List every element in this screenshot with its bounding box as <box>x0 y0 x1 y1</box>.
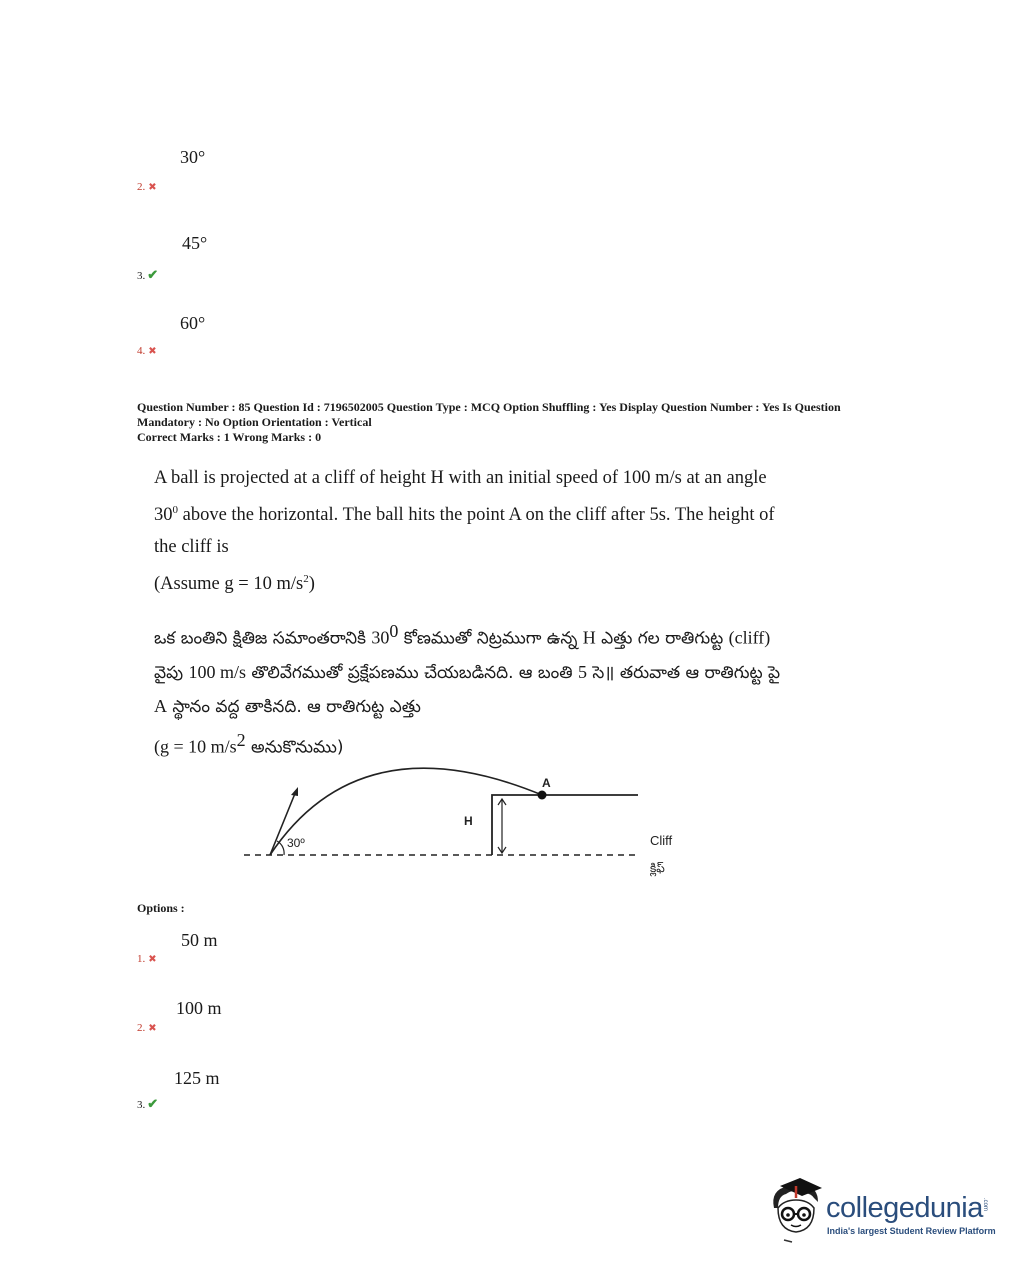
question-english <box>154 462 854 600</box>
option-1-num: 1. <box>137 953 146 965</box>
te-g: (g = 10 m/s <box>154 736 237 757</box>
trajectory-curve <box>270 768 542 855</box>
option-1-number <box>137 953 157 965</box>
question-telugu <box>154 615 834 764</box>
te-cliff-word: (cliff) <box>728 627 771 648</box>
question-en-line-4 <box>154 563 854 600</box>
te-line-2-c: సె॥ తరువాత ఆ రాతిగుట్ట పై <box>586 662 781 683</box>
te-angle: 30 <box>371 627 390 648</box>
te-time: 5 <box>577 661 587 682</box>
prev-option-3-text: 60° <box>180 313 206 333</box>
te-height-symbol: H <box>582 627 596 648</box>
prev-option-1-text: 30° <box>180 147 206 167</box>
mascot-icon <box>766 1178 826 1246</box>
assume-g-close: ) <box>308 574 315 595</box>
prev-option-2-number <box>137 267 158 283</box>
te-line-1-a: ఒక బంతిని క్షితిజ సమాంతరానికి <box>154 628 372 649</box>
option-3-text: 125 m <box>174 1068 220 1088</box>
logo-wordmark: collegedunia <box>826 1192 983 1224</box>
te-g-exponent: 2 <box>236 729 246 750</box>
check-icon: ✔ <box>147 1096 159 1111</box>
cross-icon: ✖ <box>148 954 157 965</box>
projectile-diagram <box>240 755 700 885</box>
te-line-2-b: తొలివేగముతో ప్రక్షేపణము చేయబడినది. ఆ బంతి <box>245 662 578 683</box>
check-icon: ✔ <box>147 267 159 282</box>
question-te-line-2 <box>154 656 834 690</box>
question-te-line-3 <box>154 690 834 724</box>
label-angle: 30º <box>287 836 305 850</box>
assume-g-exponent: 2 <box>303 573 309 586</box>
question-en-line-2 <box>154 494 854 531</box>
prev-option-2-text: 45° <box>182 233 208 253</box>
question-meta <box>137 400 897 445</box>
cross-icon: ✖ <box>148 346 157 357</box>
question-te-line-1 <box>154 615 834 656</box>
option-2-number <box>137 1022 157 1034</box>
question-en-line-1: A ball is projected at a cliff of height H with an initial speed of 100 m/s at an angle <box>154 468 767 488</box>
option-1-text: 50 m <box>181 930 218 950</box>
meta-line-1: Question Number : 85 Question Id : 7196502005 Question Type : MCQ Option Shuffling : Yes Display Question Number : Yes Is Question <box>137 400 841 414</box>
prev-option-3-number <box>137 345 157 357</box>
label-cliff: Cliff <box>650 833 673 848</box>
meta-line-3: Correct Marks : 1 Wrong Marks : 0 <box>137 430 322 444</box>
te-speed: 100 m/s <box>188 661 246 682</box>
angle-value: 30 <box>154 505 173 526</box>
te-line-1-c: ఎత్తు గల రాతిగుట్ట <box>595 628 729 649</box>
question-en-line-2-text: above the horizontal. The ball hits the point A on the cliff after 5s. The height of <box>178 505 775 526</box>
prev-option-2-num: 3. <box>137 270 146 282</box>
cliff-outline <box>492 795 638 855</box>
prev-option-3-num: 4. <box>137 345 146 357</box>
question-en-line-3: the cliff is <box>154 537 229 558</box>
option-2-text: 100 m <box>176 998 222 1018</box>
te-line-3-b: స్థానం వద్ద తాకినది. ఆ రాతిగుట్ట ఎత్తు <box>167 696 421 717</box>
logo-tagline: India's largest Student Review Platform <box>827 1226 996 1236</box>
option-3-number <box>137 1096 158 1112</box>
option-2-num: 2. <box>137 1022 146 1034</box>
logo-superscript: .com <box>982 1198 988 1212</box>
te-angle-degree: 0 <box>389 621 399 641</box>
prev-option-1-number <box>137 181 157 193</box>
te-line-2-a: వైపు <box>154 662 189 683</box>
te-line-1-b: కోణముతో నిట్రముగా ఉన్న <box>398 628 583 649</box>
label-cliff-telugu: క్లిఫ్ <box>650 861 665 875</box>
label-h: H <box>464 814 473 828</box>
point-a <box>538 791 547 800</box>
prev-option-1-num: 2. <box>137 181 146 193</box>
meta-line-2: Mandatory : No Option Orientation : Vertical <box>137 415 372 429</box>
te-point-a: A <box>154 695 167 716</box>
collegedunia-logo <box>766 1178 996 1248</box>
options-label: Options : <box>137 901 185 915</box>
te-assume: అనుకొనుము) <box>245 737 344 758</box>
cross-icon: ✖ <box>148 1023 157 1034</box>
option-3-num: 3. <box>137 1099 146 1111</box>
angle-degree: 0 <box>172 504 178 516</box>
assume-g: (Assume g = 10 m/s <box>154 574 304 595</box>
velocity-arrow-head <box>291 787 298 796</box>
cross-icon: ✖ <box>148 182 157 193</box>
label-a: A <box>542 776 551 790</box>
